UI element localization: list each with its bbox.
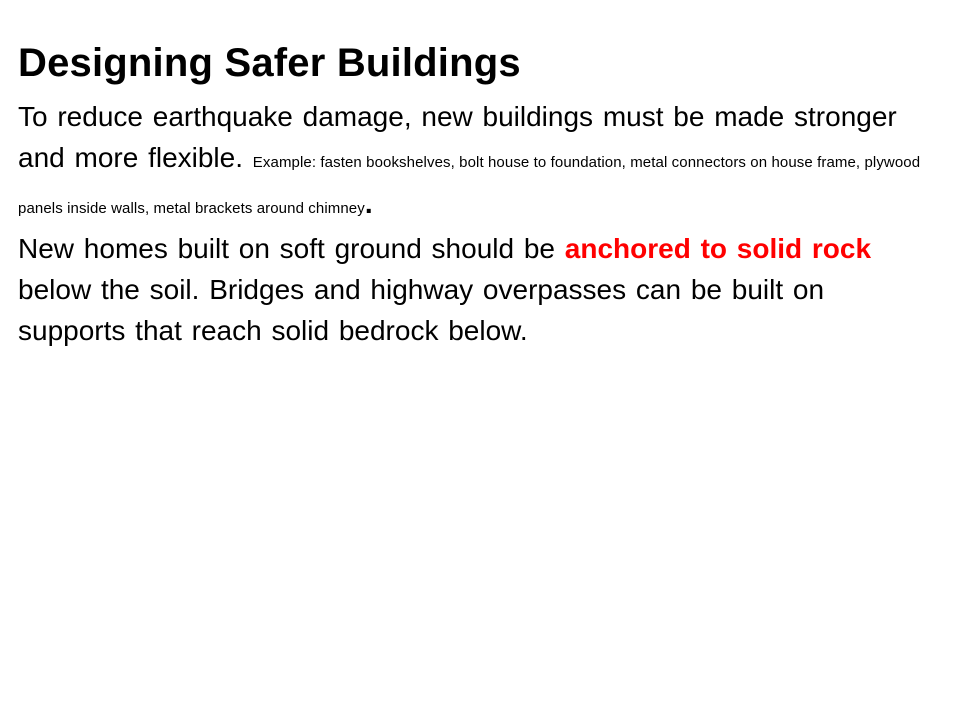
paragraph-1-example-text: Example: fasten bookshelves, bolt house to foundation, metal connectors on house frame, plywood panels inside walls, metal brackets around chimney [18, 154, 921, 217]
paragraph-1-end-punctuation: . [364, 188, 373, 219]
paragraph-soft-ground [18, 228, 940, 351]
slide-title: Designing Safer Buildings [18, 41, 521, 85]
paragraph-2-text-after: below the soil. Bridges and highway overpasses can be built on supports that reach solid bedrock below. [18, 274, 825, 346]
paragraph-earthquake-damage [18, 96, 940, 229]
paragraph-2-highlight: anchored to solid rock [564, 233, 872, 264]
paragraph-2-text-before: New homes built on soft ground should be [18, 233, 565, 264]
paragraph-1-main-text: To reduce earthquake damage, new buildings must be made stronger and more flexible. [18, 101, 897, 173]
